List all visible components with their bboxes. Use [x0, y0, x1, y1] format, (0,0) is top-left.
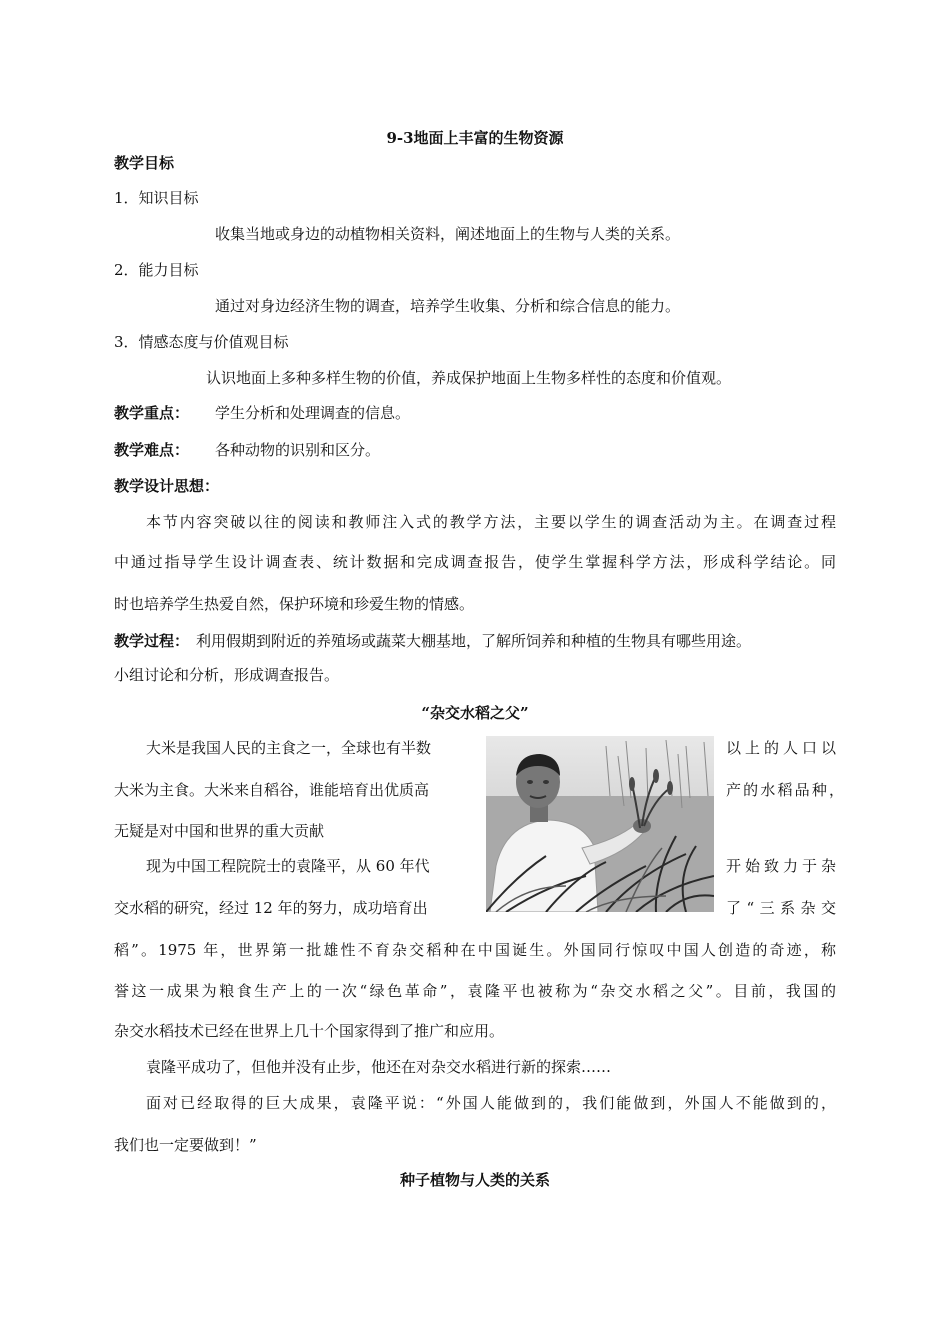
story-left-line: 大米是我国人民的主食之一，全球也有半数: [146, 739, 432, 757]
story-line: 袁隆平成功了，但他并没有止步，他还在对杂交水稻进行新的探索……: [146, 1058, 612, 1076]
objective-2-text: 通过对身边经济生物的调查，培养学生收集、分析和综合信息的能力。: [215, 297, 681, 315]
story-right-line: 了“三系杂交: [726, 899, 836, 917]
story-left-line: 交水稻的研究，经过 12 年的努力，成功培育出: [114, 899, 428, 917]
story-right-line: 开始致力于杂: [726, 857, 836, 875]
process-text: 利用假期到附近的养殖场或蔬菜大棚基地，了解所饲养和种植的生物具有哪些用途。: [196, 632, 752, 650]
story-line: 稻”。1975 年，世界第一批雄性不育杂交稻种在中国诞生。外国同行惊叹中国人创造的奇迹，称: [114, 941, 836, 959]
story-line: 杂交水稻技术已经在世界上几十个国家得到了推广和应用。: [114, 1022, 505, 1040]
page-title: 9-3地面上丰富的生物资源: [386, 129, 564, 147]
story-line: 誉这一成果为粮食生产上的一次“绿色革命”，袁隆平也被称为“杂交水稻之父”。目前，我国的: [114, 982, 836, 1000]
objective-2-label: 2．能力目标: [114, 261, 199, 279]
story-right-line: 以上的人口以: [726, 739, 836, 757]
objective-3-label: 3．情感态度与价值观目标: [114, 333, 289, 351]
key-point-text: 学生分析和处理调查的信息。: [215, 404, 411, 422]
difficulty-text: 各种动物的识别和区分。: [215, 441, 381, 459]
objective-1-label: 1．知识目标: [114, 189, 199, 207]
objectives-heading: 教学目标: [114, 154, 175, 172]
key-point-label: 教学重点：: [114, 404, 190, 422]
design-line: 中通过指导学生设计调查表、统计数据和完成调查报告，使学生掌握科学方法，形成科学结论。同: [114, 553, 836, 571]
objective-1-text: 收集当地或身边的动植物相关资料，阐述地面上的生物与人类的关系。: [215, 225, 681, 243]
story-line: 面对已经取得的巨大成果，袁隆平说：“外国人能做到的，我们能做到，外国人不能做到的，: [146, 1094, 836, 1112]
difficulty-label: 教学难点：: [114, 441, 190, 459]
story-left-line: 现为中国工程院院士的袁隆平，从 60 年代: [146, 857, 430, 875]
story-right-line: 产的水稻品种，: [726, 781, 844, 799]
process-label: 教学过程：: [114, 632, 190, 650]
process-text-line2: 小组讨论和分析，形成调查报告。: [114, 666, 340, 684]
design-line: 本节内容突破以往的阅读和教师注入式的教学方法，主要以学生的调查活动为主。在调查过程: [146, 513, 836, 531]
story-line: 我们也一定要做到！”: [114, 1136, 257, 1154]
design-line: 时也培养学生热爱自然，保护环境和珍爱生物的情感。: [114, 595, 475, 613]
objective-3-text: 认识地面上多种多样生物的价值，养成保护地面上生物多样性的态度和价值观。: [206, 369, 732, 387]
design-heading: 教学设计思想：: [114, 477, 220, 495]
section-2-title: 种子植物与人类的关系: [399, 1171, 550, 1189]
rice-field-photo: [486, 736, 714, 912]
story-left-line: 大米为主食。大米来自稻谷，谁能培育出优质高: [114, 781, 430, 799]
story-title: “杂交水稻之父”: [421, 704, 529, 722]
story-left-line: 无疑是对中国和世界的重大贡献: [114, 822, 325, 840]
